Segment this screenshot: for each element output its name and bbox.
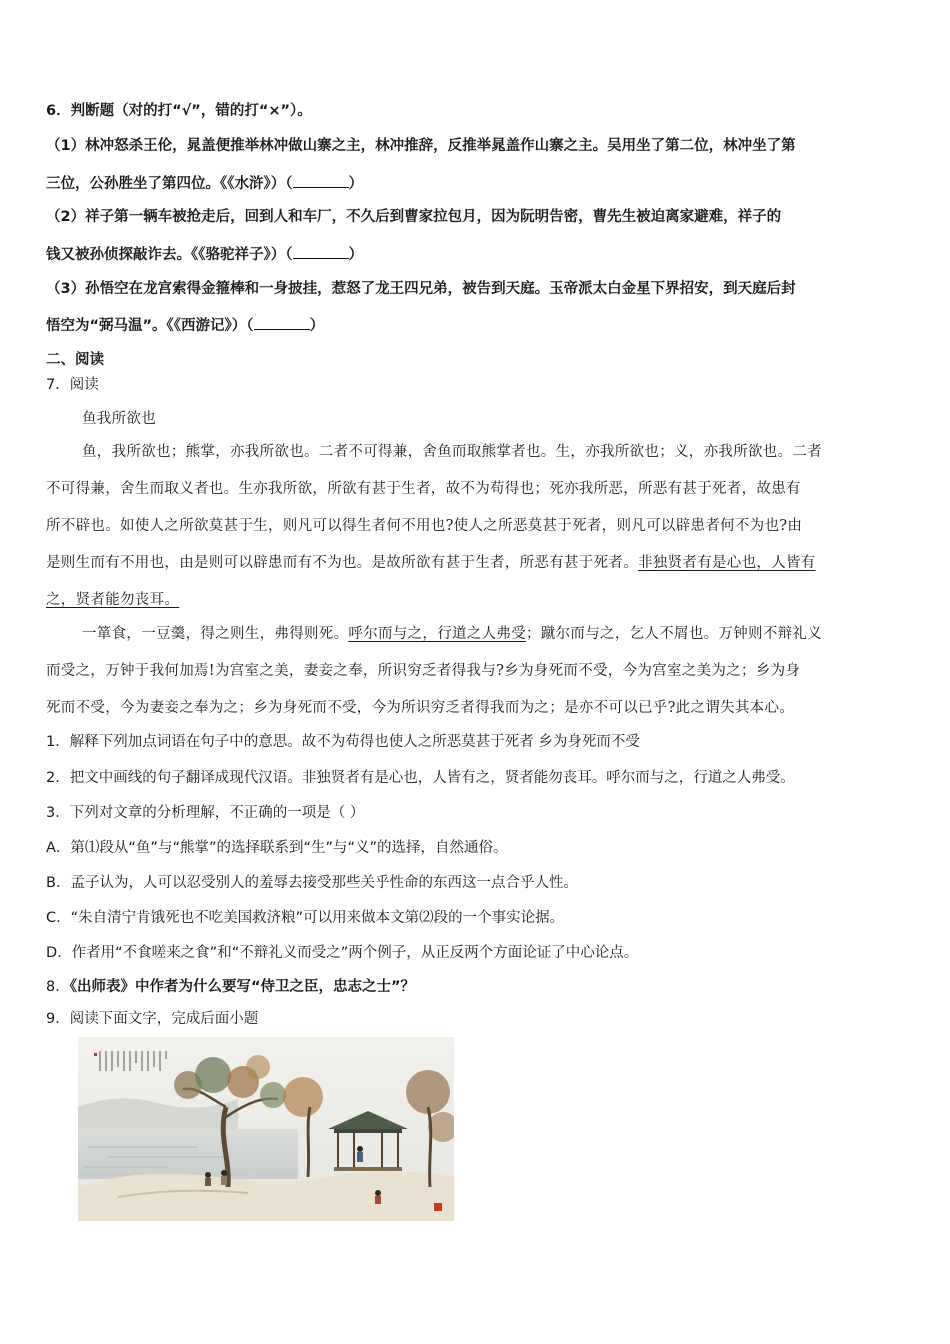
q6-title: 6．判断题（对的打“√”，错的打“×”）。 (46, 103, 312, 119)
q8-question: 8．《出师表》中作者为什么要写“侍卫之臣，忠志之士”？ (46, 979, 416, 995)
option-a[interactable]: A．第⑴段从“鱼”与“熊掌”的选择联系到“生”与“义”的选择，自然通俗。 (46, 840, 508, 856)
q6-item2-line2: 钱又被孙侦探敲诈去。《《骆驼祥子》）（ ） (46, 244, 908, 265)
q7-sub3: 3．下列对文章的分析理解，不正确的一项是（ ） (46, 805, 365, 821)
answer-blank-1[interactable] (293, 173, 349, 188)
passage-p2-line2: 而受之，万钟于我何加焉!为宫室之美，妻妾之奉，所识穷乏者得我与?乡为身死而不受，今为宫室之美为之；乡为身 (46, 663, 801, 679)
underlined-sentence-1: 非独贤者有是心也，人皆有 (638, 555, 816, 571)
painting-illustration (78, 1037, 454, 1221)
q7-title: 7．阅读 (46, 377, 99, 393)
passage-p1-line3: 所不辟也。如使人之所欲莫甚于生，则凡可以得生者何不用也?使人之所恶莫甚于死者，则凡可以辟患者何不为也?由 (46, 518, 803, 534)
section-heading: 二、阅读 (46, 352, 104, 368)
passage-title: 鱼我所欲也 (82, 411, 156, 427)
q6-item1-line2: 三位，公孙胜坐了第四位。《《水浒》）（ ） (46, 173, 908, 194)
landscape-painting (78, 1037, 454, 1221)
passage-p1-line2: 不可得兼，舍生而取义者也。生亦我所欲，所欲有甚于生者，故不为苟得也；死亦我所恶，所恶有甚于死者，故患有 (46, 481, 801, 497)
option-d[interactable]: D．作者用“不食嗟来之食”和“不辩礼义而受之”两个例子，从正反两个方面论证了中心论点。 (46, 945, 639, 961)
passage-p1-line4: 是则生而有不用也，由是则可以辟患而有不为也。是故所欲有甚于生者，所恶有甚于死者。非独贤者有是心也，人皆有 (46, 555, 816, 571)
seal-stamp (434, 1203, 442, 1211)
q6-item3-line2: 悟空为“弼马温”。《《西游记》）（ ） (46, 315, 908, 336)
option-c[interactable]: C．“朱自清宁肯饿死也不吃美国救济粮”可以用来做本文第⑵段的一个事实论据。 (46, 910, 565, 926)
option-b[interactable]: B．孟子认为，人可以忍受别人的羞辱去接受那些关乎性命的东西这一点合乎人性。 (46, 875, 578, 891)
q9-question: 9．阅读下面文字，完成后面小题 (46, 1011, 259, 1027)
q6-item3-line1: （3）孙悟空在龙宫索得金箍棒和一身披挂，惹怒了龙王四兄弟，被告到天庭。玉帝派太白金星下界招安，到天庭后封 (46, 281, 796, 297)
q7-sub1: 1．解释下列加点词语在句子中的意思。故不为苟得也使人之所恶莫甚于死者 乡为身死而不受 (46, 734, 640, 750)
q6-item2-line1: （2）祥子第一辆车被抢走后，回到人和车厂，不久后到曹家拉包月，因为阮明告密，曹先生被迫离家避难，祥子的 (46, 209, 782, 225)
q7-sub2: 2．把文中画线的句子翻译成现代汉语。非独贤者有是心也，人皆有之，贤者能勿丧耳。呼尔而与之，行道之人弗受。 (46, 770, 795, 786)
passage-p2-line1: 一箪食，一豆羹，得之则生，弗得则死。呼尔而与之，行道之人弗受；蹴尔而与之，乞人不屑也。万钟则不辩礼义 (82, 626, 823, 642)
passage-p1-line1: 鱼，我所欲也；熊掌，亦我所欲也。二者不可得兼，舍鱼而取熊掌者也。生，亦我所欲也；义，亦我所欲也。二者 (82, 444, 822, 460)
passage-p2-line3: 死而不受，今为妻妾之奉为之；乡为身死而不受，今为所识穷乏者得我而为之；是亦不可以已乎?此之谓失其本心。 (46, 700, 795, 716)
underlined-sentence-2: 呼尔而与之，行道之人弗受 (348, 626, 527, 642)
q6-item1-line1: （1）林冲怒杀王伦，晁盖便推举林冲做山寨之主，林冲推辞，反推举晁盖作山寨之主。吴用坐了第二位，林冲坐了第 (46, 138, 796, 154)
answer-blank-3[interactable] (254, 315, 310, 330)
passage-p1-line5: 之，贤者能勿丧耳。 (46, 592, 180, 608)
answer-blank-2[interactable] (293, 244, 349, 259)
